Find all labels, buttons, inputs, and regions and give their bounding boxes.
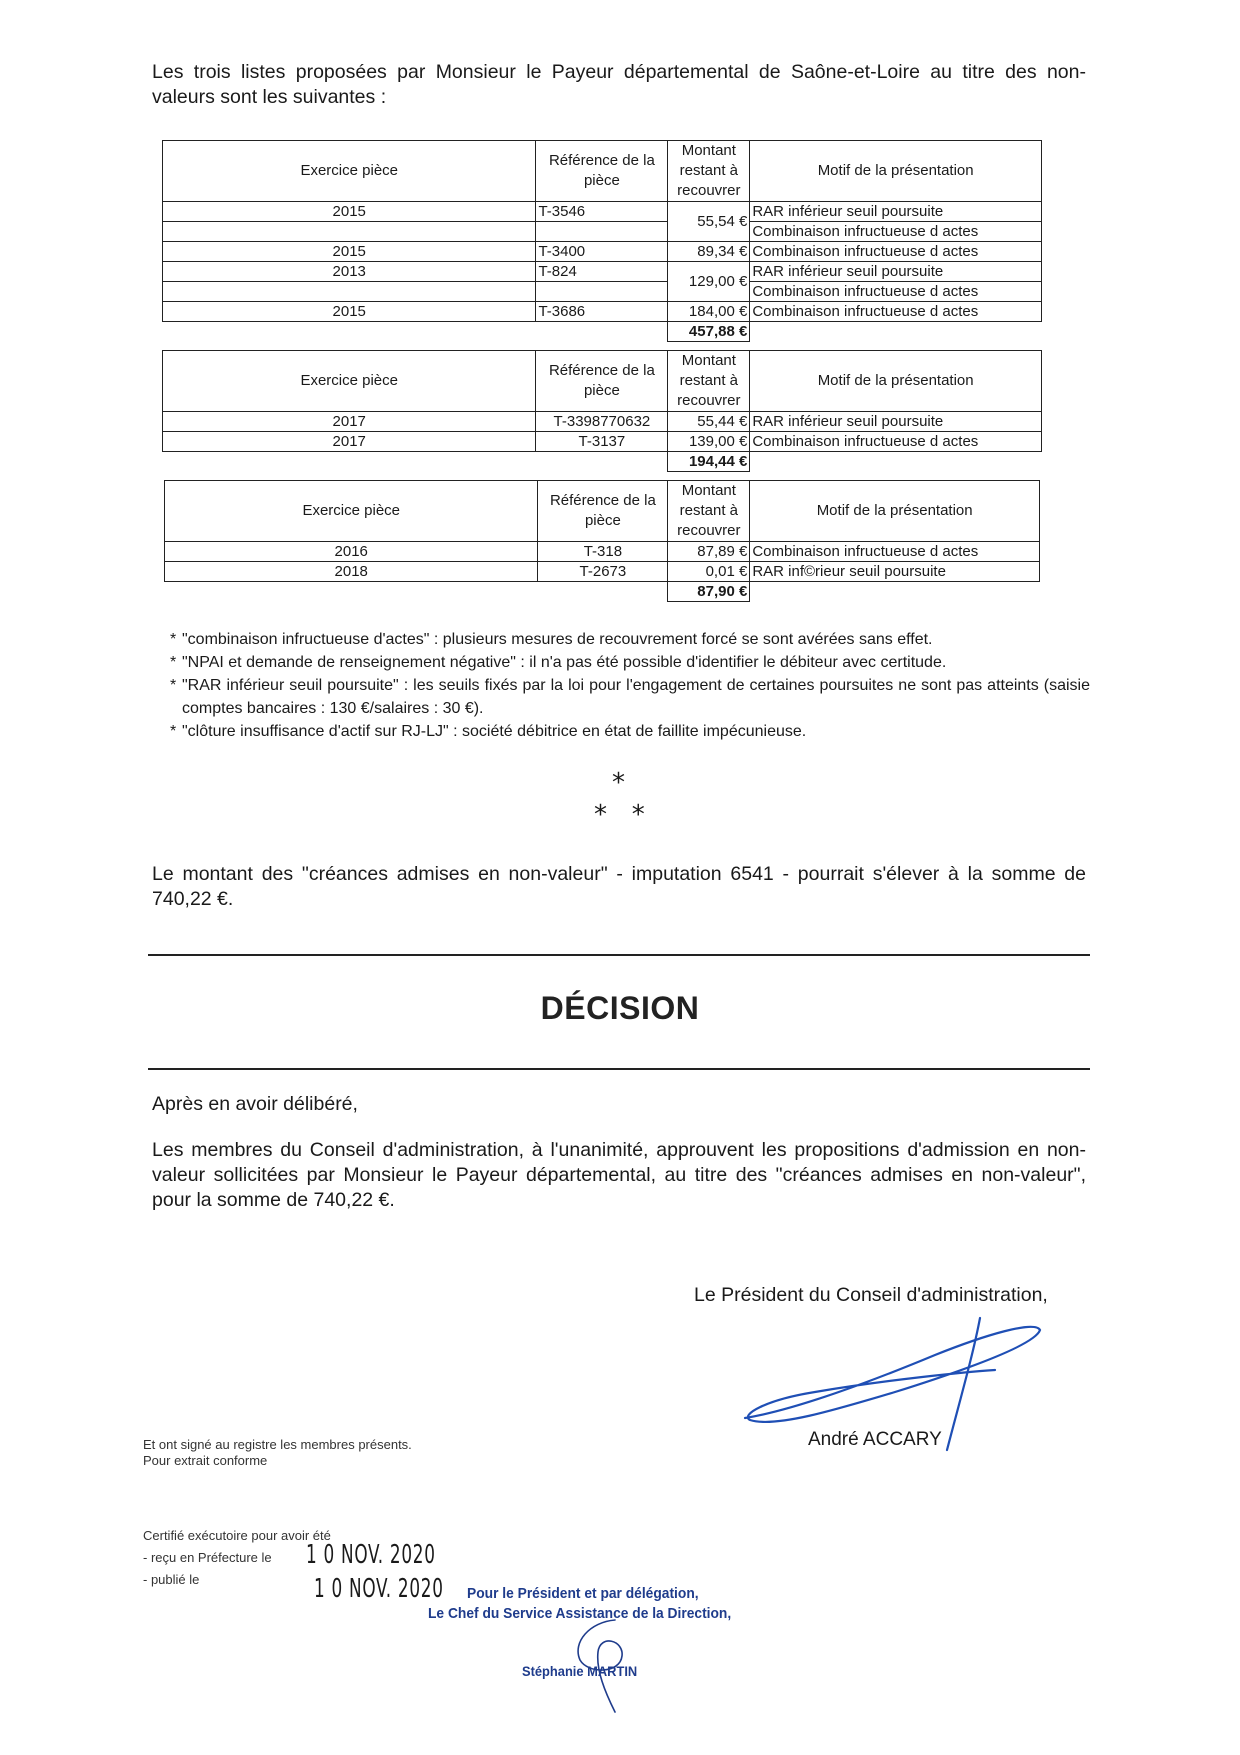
decision-title: DÉCISION [540, 990, 700, 1026]
table-row [163, 242, 1042, 262]
footnote: * "combinaison infructueuse d'actes" : plusieurs mesures de recouvrement forcé se sont avérées sans effet. [170, 628, 1090, 651]
cell-motif: Combinaison infructueuse d actes [750, 432, 1042, 452]
president-name: André ACCARY [808, 1429, 942, 1450]
cell-empty [536, 222, 668, 242]
publie-label: - publié le [143, 1572, 200, 1587]
header-motif: Motif de la présentation [750, 481, 1040, 542]
cell-motif: RAR inférieur seuil poursuite [750, 412, 1042, 432]
cell-reference: T-3137 [536, 432, 668, 452]
recu-label: - reçu en Préfecture le [143, 1550, 272, 1565]
registre-line-1: Et ont signé au registre les membres présents. [143, 1437, 412, 1452]
total-montant: 87,90 € [668, 582, 750, 602]
header-exercice: Exercice pièce [163, 351, 536, 412]
cell-montant: 139,00 € [668, 432, 750, 452]
cell-exercice: 2013 [163, 262, 536, 282]
cell-exercice: 2015 [163, 242, 536, 262]
table-row [165, 542, 1040, 562]
non-valeur-table-1 [162, 140, 1042, 342]
table-row [163, 432, 1042, 452]
cell-reference: T-2673 [538, 562, 668, 582]
table-row [163, 412, 1042, 432]
table-row [163, 302, 1042, 322]
cell-empty [163, 222, 536, 242]
cell-motif: RAR inf©rieur seuil poursuite [750, 562, 1040, 582]
cell-montant: 89,34 € [668, 242, 750, 262]
footnotes [170, 628, 1090, 743]
cell-montant: 87,89 € [668, 542, 750, 562]
header-montant: Montant restant à recouvrer [668, 141, 750, 202]
total-montant: 457,88 € [668, 322, 750, 342]
cell-motif: RAR inférieur seuil poursuite [750, 202, 1042, 222]
table-header-row [165, 481, 1040, 542]
decision-paragraph: Les membres du Conseil d'administration, à l'unanimité, approuvent les propositions d'admission en non-valeur sollicitées par Monsieur le Payeur départemental, au titre des "créances admises en non-valeur", pour la somme de 740,22 €. [152, 1139, 1086, 1211]
cell-exercice: 2017 [163, 432, 536, 452]
asterism-bottom: * * [594, 800, 645, 830]
footnote: * "NPAI et demande de renseignement négative" : il n'a pas été possible d'identifier le débiteur avec certitude. [170, 651, 1090, 674]
divider-top [148, 954, 1090, 956]
table-header-row [163, 141, 1042, 202]
montant-paragraph: Le montant des "créances admises en non-valeur" - imputation 6541 - pourrait s'élever à la somme de 740,22 €. [152, 863, 1086, 910]
table-row [163, 282, 1042, 302]
header-reference: Référence de la pièce [538, 481, 668, 542]
header-exercice: Exercice pièce [163, 141, 536, 202]
cell-montant: 0,01 € [668, 562, 750, 582]
registre-line-2: Pour extrait conforme [143, 1453, 268, 1468]
footnote-marker: * [170, 677, 177, 694]
intro-line-1: Les trois listes proposées par Monsieur le Payeur départemental de Saône-et-Loire au titre des non- [152, 61, 1086, 83]
header-exercice: Exercice pièce [165, 481, 538, 542]
cell-reference: T-318 [538, 542, 668, 562]
cell-motif: Combinaison infructueuse d actes [750, 302, 1042, 322]
cell-exercice: 2016 [165, 542, 538, 562]
header-montant: Montant restant à recouvrer [668, 481, 750, 542]
cell-motif: Combinaison infructueuse d actes [750, 542, 1040, 562]
footnote-marker: * [170, 654, 177, 671]
total-row [163, 322, 1042, 342]
recu-date-stamp: 1 0 NOV. 2020 [306, 1540, 436, 1570]
total-row [163, 452, 1042, 472]
non-valeur-table-3 [164, 480, 1040, 602]
header-reference: Référence de la pièce [536, 351, 668, 412]
cell-montant: 55,54 € [668, 202, 750, 242]
table-row [163, 202, 1042, 222]
footnote-marker: * [170, 631, 177, 648]
cell-reference: T-824 [536, 262, 668, 282]
asterism-top: * [612, 768, 625, 798]
cell-empty [163, 282, 536, 302]
president-title: Le Président du Conseil d'administration, [694, 1284, 1048, 1306]
non-valeur-table-2 [162, 350, 1042, 472]
intro-line-2: valeurs sont les suivantes : [152, 86, 387, 108]
cell-exercice: 2015 [163, 302, 536, 322]
total-row [165, 582, 1040, 602]
cell-motif: RAR inférieur seuil poursuite [750, 262, 1042, 282]
table-row [163, 262, 1042, 282]
intro-paragraph [152, 60, 1086, 110]
divider-bottom [148, 1068, 1090, 1070]
delegation-name: Stéphanie MARTIN [522, 1663, 638, 1679]
cell-reference: T-3400 [536, 242, 668, 262]
cell-reference: T-3398770632 [536, 412, 668, 432]
cell-exercice: 2017 [163, 412, 536, 432]
cell-motif: Combinaison infructueuse d actes [750, 282, 1042, 302]
table-header-row [163, 351, 1042, 412]
footnote: * "clôture insuffisance d'actif sur RJ-LJ" : société débitrice en état de faillite impécunieuse. [170, 720, 1090, 743]
cell-reference: T-3686 [536, 302, 668, 322]
certifie-title: Certifié exécutoire pour avoir été [143, 1528, 331, 1543]
footnote: * "RAR inférieur seuil poursuite" : les seuils fixés par la loi pour l'engagement de certaines poursuites ne sont pas atteints (saisie comptes bancaires : 130 €/salaires : 30 €). [170, 674, 1090, 720]
table-row [165, 562, 1040, 582]
header-motif: Motif de la présentation [750, 141, 1042, 202]
cell-montant: 55,44 € [668, 412, 750, 432]
delegation-line-2: Le Chef du Service Assistance de la Direction, [428, 1605, 732, 1622]
header-reference: Référence de la pièce [536, 141, 668, 202]
cell-exercice: 2018 [165, 562, 538, 582]
cell-montant: 184,00 € [668, 302, 750, 322]
table-row [163, 222, 1042, 242]
cell-reference: T-3546 [536, 202, 668, 222]
footnote-marker: * [170, 723, 177, 740]
header-motif: Motif de la présentation [750, 351, 1042, 412]
total-montant: 194,44 € [668, 452, 750, 472]
delegation-line-1: Pour le Président et par délégation, [467, 1585, 699, 1602]
publie-date-stamp: 1 0 NOV. 2020 [314, 1574, 444, 1604]
apres-deliberation: Après en avoir délibéré, [152, 1093, 358, 1115]
header-montant: Montant restant à recouvrer [668, 351, 750, 412]
cell-exercice: 2015 [163, 202, 536, 222]
cell-motif: Combinaison infructueuse d actes [750, 222, 1042, 242]
cell-motif: Combinaison infructueuse d actes [750, 242, 1042, 262]
cell-montant: 129,00 € [668, 262, 750, 302]
cell-empty [536, 282, 668, 302]
